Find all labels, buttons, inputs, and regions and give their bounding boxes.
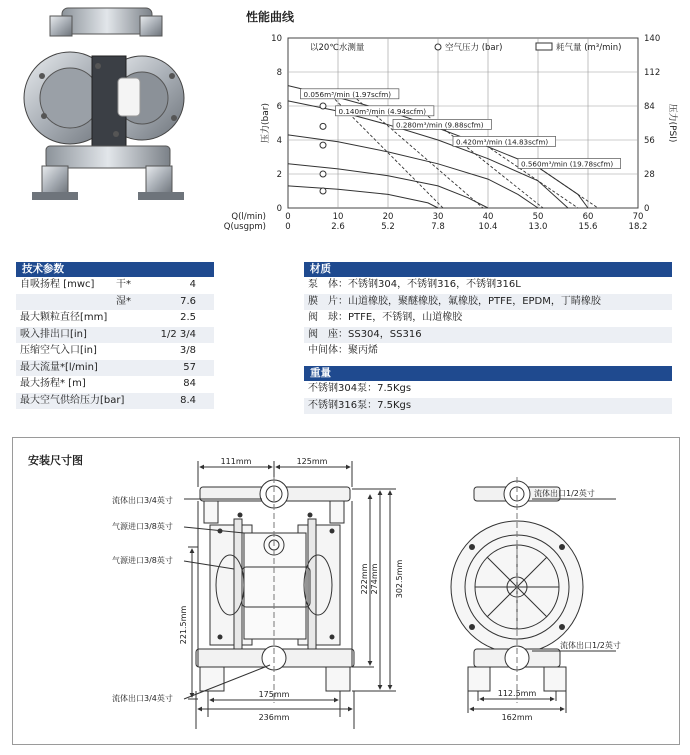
tech-value: 2.5 [180, 312, 196, 323]
dimensions-title: 安装尺寸图 [28, 454, 83, 467]
x-tick-usgpm: 10.4 [478, 222, 498, 232]
tech-row [16, 310, 214, 327]
tech-label: 最大颗粒直径[mm] [20, 312, 108, 323]
tech-sublabel: 干* [116, 279, 131, 290]
tech-row [16, 393, 214, 410]
weight-text: 不锈钢304泵：7.5Kgs [308, 383, 412, 394]
x-tick-usgpm: 2.6 [331, 222, 345, 232]
tech-value: 7.6 [180, 295, 196, 307]
tech-row [16, 277, 214, 294]
tech-label: 压缩空气入口[in] [20, 345, 97, 356]
pressure-marker [320, 171, 326, 177]
dim-162: 162mm [501, 713, 533, 722]
x-tick-lmin: 10 [332, 212, 344, 222]
x-tick-usgpm: 5.2 [381, 222, 395, 232]
x-axis-label-lmin: Q(l/min) [231, 212, 266, 222]
materials-row [304, 343, 672, 360]
tech-label: 吸入排出口[in] [20, 328, 87, 340]
weight-row [304, 381, 672, 398]
right-tick-label: 0 [644, 204, 650, 214]
air-consumption-label: 0.420m³/min (14.83scfm) [456, 137, 549, 147]
x-tick-lmin: 0 [285, 212, 291, 222]
x-tick-lmin: 50 [532, 212, 544, 222]
right-tick-label: 140 [644, 34, 661, 44]
tech-sublabel: 湿* [116, 295, 131, 307]
x-tick-usgpm: 18.2 [628, 222, 648, 232]
legend-air: 耗气量 (m³/min) [556, 43, 622, 53]
materials-text: 阀 座：SS304，SS316 [308, 328, 422, 340]
air-consumption-label: 0.056m³/min (1.97scfm) [303, 89, 392, 99]
dim-221: 221.5mm [179, 605, 188, 645]
y-axis-label-left: 压力(bar) [261, 103, 271, 143]
tech-label: 最大扬程* [m] [20, 378, 86, 389]
left-tick-label: 10 [271, 34, 282, 44]
label-air-in-top: 气源进口3/8英寸 [112, 522, 173, 531]
dim-112: 112.5mm [497, 689, 537, 698]
legend-pressure: 空气压力 (bar) [445, 43, 503, 53]
x-tick-usgpm: 0 [285, 222, 291, 232]
dim-302: 302.5mm [395, 559, 404, 599]
tech-value: 8.4 [180, 394, 196, 406]
dim-236: 236mm [258, 713, 290, 722]
materials-table [304, 262, 672, 360]
label-inlet-left: 流体出口3/4英寸 [112, 694, 173, 703]
tech-row [16, 360, 214, 377]
y-axis-label-right: 压力(PSI) [667, 103, 677, 143]
x-tick-lmin: 20 [382, 212, 394, 222]
dim-175: 175mm [258, 690, 290, 699]
dim-274: 274mm [370, 563, 379, 595]
tech-label: 最大空气供给压力[bar] [20, 394, 125, 406]
label-inlet-right: 流体出口1/2英寸 [560, 641, 621, 650]
materials-text: 泵 体：不锈钢304，不锈钢316，不锈钢316L [308, 279, 521, 290]
weight-title: 重量 [304, 366, 672, 381]
tech-params-title: 技术参数 [16, 262, 214, 277]
dim-111: 111mm [220, 457, 252, 466]
weight-row [304, 398, 672, 415]
materials-text: 膜 片：山道橡胶，聚醚橡胶，氟橡胶，PTFE，EPDM，丁睛橡胶 [308, 295, 601, 307]
x-tick-usgpm: 7.8 [431, 222, 445, 232]
dimension-drawing [12, 437, 680, 745]
pump-photo [22, 6, 190, 206]
x-tick-lmin: 30 [432, 212, 444, 222]
tech-value: 57 [183, 361, 196, 373]
materials-row [304, 277, 672, 294]
tech-label: 最大流量*[l/min] [20, 361, 98, 373]
left-tick-label: 4 [276, 136, 282, 146]
tech-value: 84 [183, 378, 196, 389]
materials-row [304, 310, 672, 327]
air-consumption-label: 0.140m³/min (4.94scfm) [338, 106, 427, 116]
tech-row [16, 294, 214, 311]
right-tick-label: 28 [644, 170, 655, 180]
right-tick-label: 112 [644, 68, 661, 78]
chart-title: 性能曲线 [246, 10, 295, 24]
tech-row [16, 376, 214, 393]
x-tick-lmin: 40 [482, 212, 494, 222]
tech-label: 自吸扬程 [mwc] [20, 279, 95, 290]
materials-row [304, 294, 672, 311]
materials-text: 中间体：聚丙烯 [308, 345, 378, 356]
x-tick-lmin: 70 [632, 212, 644, 222]
weight-text: 不锈钢316泵：7.5Kgs [308, 399, 412, 411]
left-tick-label: 6 [276, 102, 282, 112]
dim-222: 222mm [360, 563, 369, 595]
legend-air-box [536, 43, 552, 50]
tech-params-table [16, 262, 214, 409]
materials-row [304, 327, 672, 344]
legend-pressure-marker [435, 44, 441, 50]
x-tick-lmin: 60 [582, 212, 594, 222]
air-consumption-label: 0.560m³/min (19.78scfm) [521, 159, 614, 169]
legend-condition: 以20℃水测量 [310, 43, 365, 53]
tech-row [16, 343, 214, 360]
performance-chart [223, 18, 678, 243]
label-outlet-left: 流体出口3/4英寸 [112, 496, 173, 505]
x-axis-label-usgpm: Q(usgpm) [223, 222, 266, 232]
label-outlet-right: 流体出口1/2英寸 [534, 489, 595, 498]
weight-table [304, 366, 672, 414]
materials-text: 阀 球：PTFE，不锈钢，山道橡胶 [308, 312, 463, 323]
left-tick-label: 8 [276, 68, 282, 78]
right-tick-label: 84 [644, 102, 655, 112]
x-tick-usgpm: 13.0 [528, 222, 548, 232]
tech-value: 4 [189, 279, 196, 290]
materials-title: 材质 [304, 262, 672, 277]
x-tick-usgpm: 15.6 [578, 222, 598, 232]
label-air-in-mid: 气源进口3/8英寸 [112, 556, 173, 565]
pressure-marker [320, 142, 326, 148]
right-tick-label: 56 [644, 136, 655, 146]
air-consumption-label: 0.280m³/min (9.88scfm) [396, 120, 484, 130]
left-tick-label: 0 [276, 204, 282, 214]
dim-125: 125mm [296, 457, 328, 466]
tech-row [16, 327, 214, 344]
left-tick-label: 2 [276, 170, 282, 180]
tech-value: 3/8 [179, 345, 196, 356]
tech-value: 1/2 3/4 [160, 328, 196, 340]
pressure-marker [320, 123, 326, 129]
pressure-marker [320, 103, 326, 109]
pressure-marker [320, 188, 326, 194]
